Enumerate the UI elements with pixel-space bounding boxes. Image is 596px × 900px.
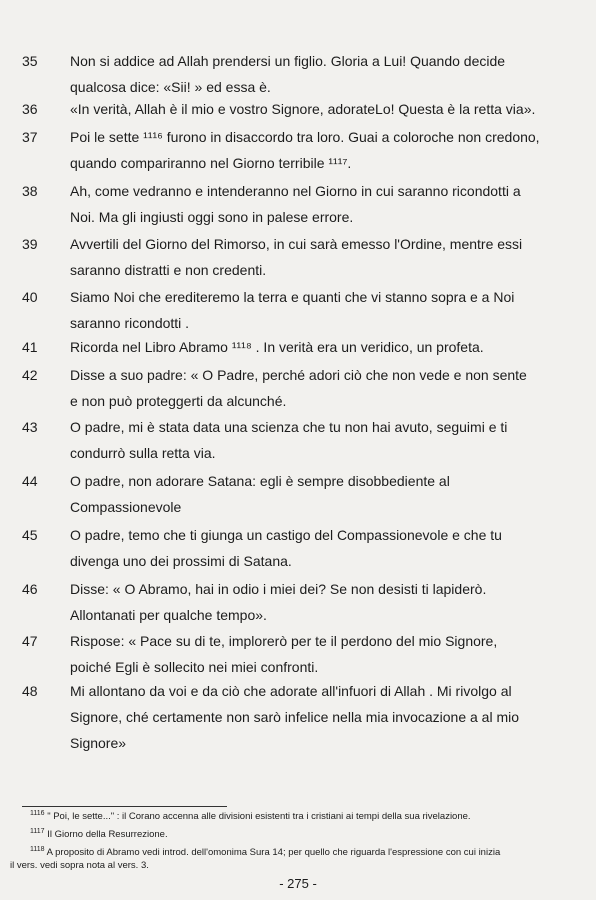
footnote-line xyxy=(0,828,596,841)
footnote-1118 xyxy=(0,846,596,872)
verse-line: Compassionevole xyxy=(70,499,182,515)
verse-number: 39 xyxy=(22,236,38,252)
verse-number: 43 xyxy=(22,419,38,435)
verse-line: quando compariranno nel Giorno terribile ¹¹¹⁷. xyxy=(70,155,352,171)
verse-line: saranno ricondotti . xyxy=(70,315,190,331)
verse-text xyxy=(70,178,580,230)
verse-line: Allontanati per qualche tempo». xyxy=(70,607,267,623)
verse-line: condurrò sulla retta via. xyxy=(70,445,216,461)
footnote-line xyxy=(0,810,596,823)
verse-text xyxy=(70,334,580,360)
verse-text xyxy=(70,522,580,574)
verse-line: Mi allontano da voi e da ciò che adorate all'infuori di Allah . Mi rivolgo al xyxy=(70,683,512,699)
verse-number: 47 xyxy=(22,633,38,649)
verse-text xyxy=(70,124,580,176)
verse-line: Ricorda nel Libro Abramo ¹¹¹⁸ . In verità era un veridico, un profeta. xyxy=(70,339,484,355)
footnote-line: il vers. vedi sopra nota al vers. 3. xyxy=(10,860,149,871)
verse-number: 44 xyxy=(22,473,38,489)
verse-number: 40 xyxy=(22,289,38,305)
verse-number: 46 xyxy=(22,581,38,597)
verse-line: divenga uno dei prossimi di Satana. xyxy=(70,553,292,569)
verse-line: Siamo Noi che erediteremo la terra e quanti che vi stanno sopra e a Noi xyxy=(70,289,515,305)
footnote-1117 xyxy=(0,828,596,841)
footnote-text: Il Giorno della Resurrezione. xyxy=(47,829,168,840)
verse-line: saranno distratti e non credenti. xyxy=(70,262,267,278)
footnote-separator xyxy=(22,806,227,807)
verse-text xyxy=(70,576,580,628)
verse-text xyxy=(70,48,580,100)
verse-line: Ah, come vedranno e intenderanno nel Giorno in cui saranno ricondotti a xyxy=(70,183,521,199)
verse-line: O padre, temo che ti giunga un castigo del Compassionevole e che tu xyxy=(70,527,502,543)
verse-line: Disse: « O Abramo, hai in odio i miei dei? Se non desisti ti lapiderò. xyxy=(70,581,487,597)
page-number: - 275 - xyxy=(279,876,317,891)
verse-text xyxy=(70,628,580,680)
footnote-text: " Poi, le sette..." : il Corano accenna alle divisioni esistenti tra i cristiani ai tempi della sua rivelazione. xyxy=(47,811,471,822)
verse-line: Disse a suo padre: « O Padre, perché adori ciò che non vede e non sente xyxy=(70,367,527,383)
footnote-1116 xyxy=(0,810,596,823)
verse-line: Avvertili del Giorno del Rimorso, in cui sarà emesso l'Ordine, mentre essi xyxy=(70,236,523,252)
footnote-line xyxy=(0,846,596,859)
verse-number: 37 xyxy=(22,129,38,145)
verse-number: 36 xyxy=(22,101,38,117)
verse-text xyxy=(70,231,580,283)
verse-text xyxy=(70,96,580,122)
verse-line: O padre, non adorare Satana: egli è sempre disobbediente al xyxy=(70,473,450,489)
verse-line: Signore, ché certamente non sarò infelice nella mia invocazione a al mio xyxy=(70,709,520,725)
verse-line: qualcosa dice: «Sii! » ed essa è. xyxy=(70,79,271,95)
verse-line: Poi le sette ¹¹¹⁶ furono in disaccordo tra loro. Guai a coloroche non credono, xyxy=(70,129,540,145)
verse-text xyxy=(70,284,580,336)
verse-line: Non si addice ad Allah prendersi un figlio. Gloria a Lui! Quando decide xyxy=(70,53,506,69)
verse-line: «In verità, Allah è il mio e vostro Signore, adorateLo! Questa è la retta via». xyxy=(70,101,536,117)
verse-line: poiché Egli è sollecito nei miei confronti. xyxy=(70,659,319,675)
verse-number: 42 xyxy=(22,367,38,383)
verse-number: 35 xyxy=(22,53,38,69)
footnote-number: 1118 xyxy=(30,845,45,853)
verse-number: 45 xyxy=(22,527,38,543)
verse-text xyxy=(70,468,580,520)
footnote-text: A proposito di Abramo vedi introd. dell'omonima Sura 14; per quello che riguarda l'espressione con cui inizia xyxy=(46,847,501,858)
verse-text xyxy=(70,414,580,466)
verse-number: 48 xyxy=(22,683,38,699)
verse-line: Signore» xyxy=(70,735,127,751)
verse-line: Rispose: « Pace su di te, implorerò per te il perdono del mio Signore, xyxy=(70,633,498,649)
verse-number: 41 xyxy=(22,339,38,355)
verse-number: 38 xyxy=(22,183,38,199)
footnote-number: 1116 xyxy=(30,809,45,817)
verse-line: e non può proteggerti da alcunché. xyxy=(70,393,287,409)
verse-line: Noi. Ma gli ingiusti oggi sono in palese errore. xyxy=(70,209,354,225)
verse-line: O padre, mi è stata data una scienza che tu non hai avuto, seguimi e ti xyxy=(70,419,508,435)
verse-text xyxy=(70,362,580,414)
verse-text xyxy=(70,678,580,756)
footnote-number: 1117 xyxy=(30,827,45,835)
